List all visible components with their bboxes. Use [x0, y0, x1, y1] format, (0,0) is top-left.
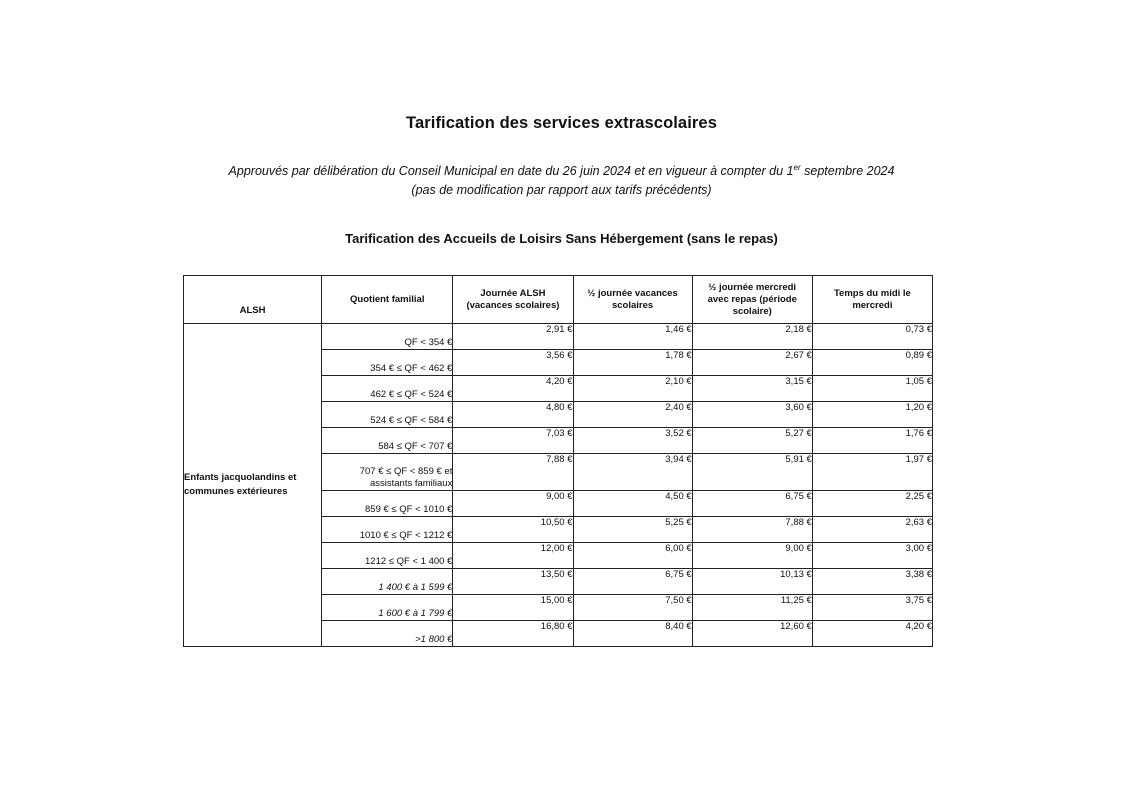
quotient-familial-cell: 1 600 € à 1 799 € — [322, 595, 453, 621]
price-cell-temps-midi-mercredi: 2,63 € — [812, 517, 932, 543]
document-title: Tarification des services extrascolaires — [406, 114, 717, 132]
price-cell-journee-alsh: 10,50 € — [453, 517, 573, 543]
price-cell-demi-journee-mercredi: 3,15 € — [692, 376, 812, 402]
price-cell-demi-journee-mercredi: 3,60 € — [692, 402, 812, 428]
price-cell-demi-journee-vacances: 1,46 € — [573, 324, 692, 350]
price-cell-demi-journee-vacances: 3,52 € — [573, 428, 692, 454]
quotient-familial-cell: QF < 354 € — [322, 324, 453, 350]
quotient-familial-cell: 584 ≤ QF < 707 € — [322, 428, 453, 454]
price-cell-temps-midi-mercredi: 0,73 € — [812, 324, 932, 350]
price-cell-journee-alsh: 12,00 € — [453, 543, 573, 569]
quotient-familial-cell: 707 € ≤ QF < 859 € et assistants familiaux — [322, 454, 453, 491]
price-cell-journee-alsh: 4,80 € — [453, 402, 573, 428]
price-cell-temps-midi-mercredi: 1,97 € — [812, 454, 932, 491]
price-cell-temps-midi-mercredi: 1,20 € — [812, 402, 932, 428]
quotient-familial-cell: 354 € ≤ QF < 462 € — [322, 350, 453, 376]
price-cell-journee-alsh: 3,56 € — [453, 350, 573, 376]
price-cell-demi-journee-vacances: 4,50 € — [573, 491, 692, 517]
price-cell-temps-midi-mercredi: 3,75 € — [812, 595, 932, 621]
quotient-familial-cell: >1 800 € — [322, 621, 453, 647]
price-cell-demi-journee-vacances: 6,75 € — [573, 569, 692, 595]
quotient-familial-cell: 1 400 € à 1 599 € — [322, 569, 453, 595]
price-cell-temps-midi-mercredi: 1,05 € — [812, 376, 932, 402]
subtitle-line-1-date: septembre 2024 — [800, 164, 895, 179]
header-journee-alsh: Journée ALSH (vacances scolaires) — [453, 276, 573, 324]
quotient-familial-cell: 859 € ≤ QF < 1010 € — [322, 491, 453, 517]
quotient-familial-cell: 462 € ≤ QF < 524 € — [322, 376, 453, 402]
tariff-table — [183, 275, 933, 647]
price-cell-journee-alsh: 15,00 € — [453, 595, 573, 621]
price-cell-demi-journee-mercredi: 10,13 € — [692, 569, 812, 595]
table-header-row — [184, 276, 933, 324]
price-cell-temps-midi-mercredi: 4,20 € — [812, 621, 932, 647]
subtitle-line-1 — [0, 158, 1123, 181]
quotient-familial-cell: 1212 ≤ QF < 1 400 € — [322, 543, 453, 569]
group-label-cell: Enfants jacquolandins et communes extérieures — [184, 324, 322, 647]
subtitle-line-2: (pas de modification par rapport aux tarifs précédents) — [411, 183, 712, 198]
document-subtitle — [0, 158, 1123, 200]
price-cell-demi-journee-mercredi: 5,27 € — [692, 428, 812, 454]
price-cell-journee-alsh: 7,88 € — [453, 454, 573, 491]
quotient-familial-cell: 524 € ≤ QF < 584 € — [322, 402, 453, 428]
subtitle-line-1-text: Approuvés par délibération du Conseil Municipal en date du 26 juin 2024 et en vigueur à compter du 1 — [228, 164, 794, 179]
price-cell-demi-journee-vacances: 2,40 € — [573, 402, 692, 428]
table-row — [184, 324, 933, 350]
price-cell-demi-journee-mercredi: 12,60 € — [692, 621, 812, 647]
price-cell-demi-journee-vacances: 5,25 € — [573, 517, 692, 543]
price-cell-temps-midi-mercredi: 1,76 € — [812, 428, 932, 454]
price-cell-temps-midi-mercredi: 2,25 € — [812, 491, 932, 517]
subtitle-superscript: er — [793, 163, 801, 172]
price-cell-demi-journee-mercredi: 2,67 € — [692, 350, 812, 376]
price-cell-journee-alsh: 13,50 € — [453, 569, 573, 595]
price-cell-demi-journee-vacances: 7,50 € — [573, 595, 692, 621]
price-cell-demi-journee-mercredi: 9,00 € — [692, 543, 812, 569]
price-cell-journee-alsh: 7,03 € — [453, 428, 573, 454]
price-cell-demi-journee-mercredi: 2,18 € — [692, 324, 812, 350]
quotient-familial-cell: 1010 € ≤ QF < 1212 € — [322, 517, 453, 543]
price-cell-demi-journee-mercredi: 5,91 € — [692, 454, 812, 491]
price-cell-demi-journee-vacances: 2,10 € — [573, 376, 692, 402]
price-cell-journee-alsh: 16,80 € — [453, 621, 573, 647]
section-title: Tarification des Accueils de Loisirs Sans Hébergement (sans le repas) — [345, 231, 778, 246]
header-demi-journee-mercredi: ½ journée mercredi avec repas (période scolaire) — [692, 276, 812, 324]
header-temps-midi-mercredi: Temps du midi le mercredi — [812, 276, 932, 324]
price-cell-journee-alsh: 4,20 € — [453, 376, 573, 402]
price-cell-journee-alsh: 2,91 € — [453, 324, 573, 350]
price-cell-demi-journee-mercredi: 6,75 € — [692, 491, 812, 517]
price-cell-demi-journee-mercredi: 11,25 € — [692, 595, 812, 621]
price-cell-temps-midi-mercredi: 3,38 € — [812, 569, 932, 595]
price-cell-demi-journee-vacances: 6,00 € — [573, 543, 692, 569]
price-cell-temps-midi-mercredi: 0,89 € — [812, 350, 932, 376]
price-cell-demi-journee-vacances: 8,40 € — [573, 621, 692, 647]
header-quotient-familial: Quotient familial — [322, 276, 453, 324]
price-cell-demi-journee-vacances: 1,78 € — [573, 350, 692, 376]
price-cell-demi-journee-mercredi: 7,88 € — [692, 517, 812, 543]
header-demi-journee-vacances: ½ journée vacances scolaires — [573, 276, 692, 324]
price-cell-temps-midi-mercredi: 3,00 € — [812, 543, 932, 569]
header-alsh: ALSH — [184, 276, 322, 324]
price-cell-journee-alsh: 9,00 € — [453, 491, 573, 517]
price-cell-demi-journee-vacances: 3,94 € — [573, 454, 692, 491]
